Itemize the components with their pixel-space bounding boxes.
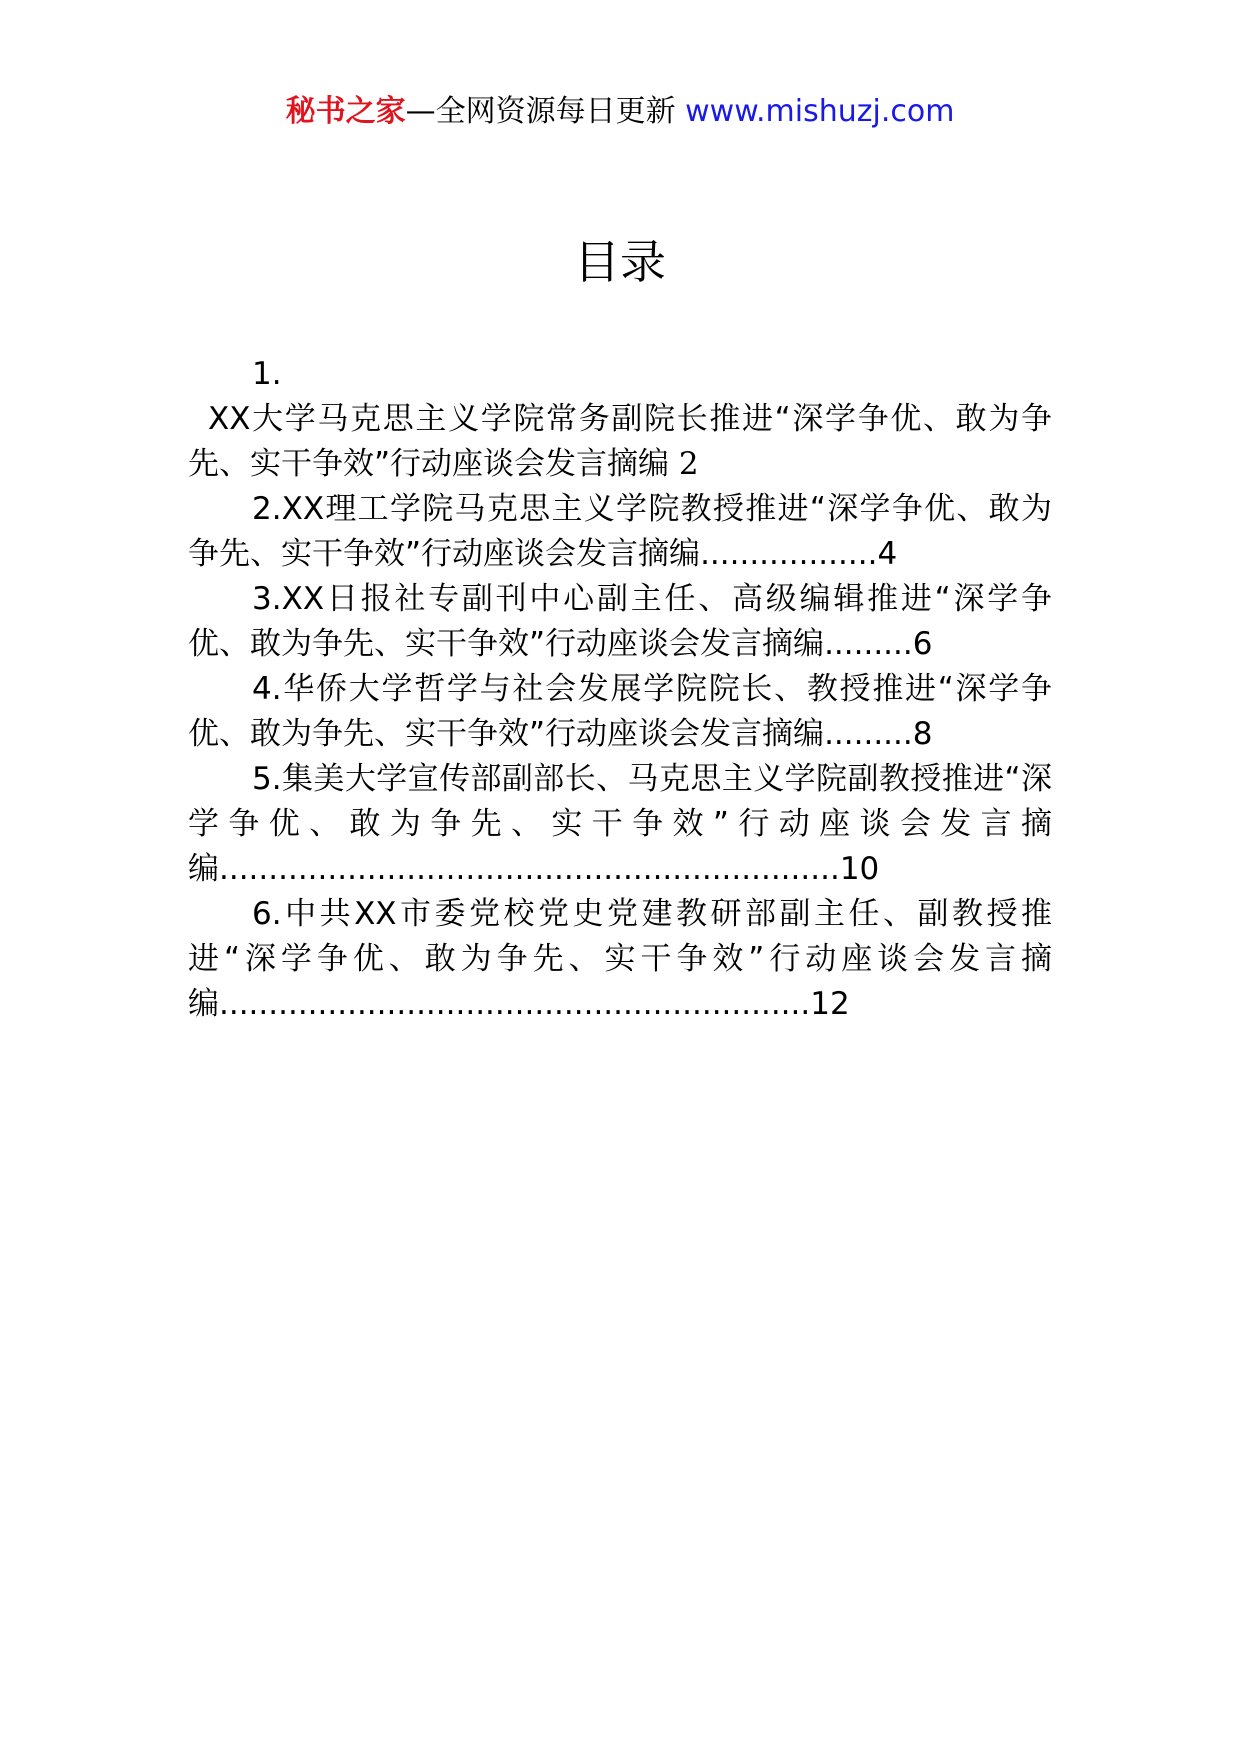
- toc-entry-leader: [669, 446, 679, 482]
- toc-entry-text: 集美大学宣传部副部长、马克思主义学院副教授推进“深学争优、敢为争先、实干争效”行动座谈会发言摘编: [188, 761, 1052, 887]
- header-url-link[interactable]: www.mishuzj.com: [685, 94, 955, 129]
- toc-title: 目录: [574, 235, 666, 289]
- toc-entry-text: XX大学马克思主义学院常务副院长推进“深学争优、敢为争先、实干争效”行动座谈会发言摘编: [188, 401, 1052, 482]
- toc-entry-1[interactable]: [188, 352, 1052, 487]
- toc-entry-2[interactable]: [188, 487, 1052, 577]
- toc-entry-page: 2: [678, 446, 699, 482]
- toc-entry-number: 6.: [252, 896, 282, 932]
- toc-entry-4[interactable]: [188, 667, 1052, 757]
- toc-entry-leader: ..................: [700, 536, 878, 572]
- toc-entry-number: 3.: [252, 581, 282, 617]
- toc-entry-page: 4: [877, 536, 898, 572]
- brand-name: 秘书之家: [285, 94, 406, 129]
- toc-entry-5[interactable]: [188, 757, 1052, 892]
- toc-entry-number: 5.: [252, 761, 282, 797]
- toc-entry-page: 8: [912, 716, 933, 752]
- toc-entry-leader: ............................................................: [219, 986, 811, 1022]
- toc-entry-page: 6: [912, 626, 933, 662]
- toc-entry-page: 10: [839, 851, 880, 887]
- toc-entry-text: XX理工学院马克思主义学院教授推进“深学争优、敢为争先、实干争效”行动座谈会发言摘编: [188, 491, 1052, 572]
- toc-entry-leader: .........: [824, 716, 913, 752]
- toc-entry-number: 1.: [252, 356, 282, 392]
- toc-entry-text: XX日报社专副刊中心副主任、高级编辑推进“深学争优、敢为争先、实干争效”行动座谈会发言摘编: [188, 581, 1052, 662]
- toc-entry-text: 中共XX市委党校党史党建教研部副主任、副教授推进“深学争优、敢为争先、实干争效”行动座谈会发言摘编: [188, 896, 1052, 1022]
- table-of-contents: [188, 352, 1052, 1027]
- toc-entry-number: 4.: [252, 671, 282, 707]
- toc-entry-3[interactable]: [188, 577, 1052, 667]
- toc-entry-6[interactable]: [188, 892, 1052, 1027]
- toc-entry-number: 2.: [252, 491, 282, 527]
- toc-entry-leader: .........: [824, 626, 913, 662]
- page-header: [0, 92, 1240, 132]
- toc-entry-text: 华侨大学哲学与社会发展学院院长、教授推进“深学争优、敢为争先、实干争效”行动座谈会发言摘编: [188, 671, 1052, 752]
- header-tagline: —全网资源每日更新: [405, 94, 686, 129]
- toc-entry-page: 12: [810, 986, 850, 1022]
- toc-entry-leader: ...............................................................: [219, 851, 840, 887]
